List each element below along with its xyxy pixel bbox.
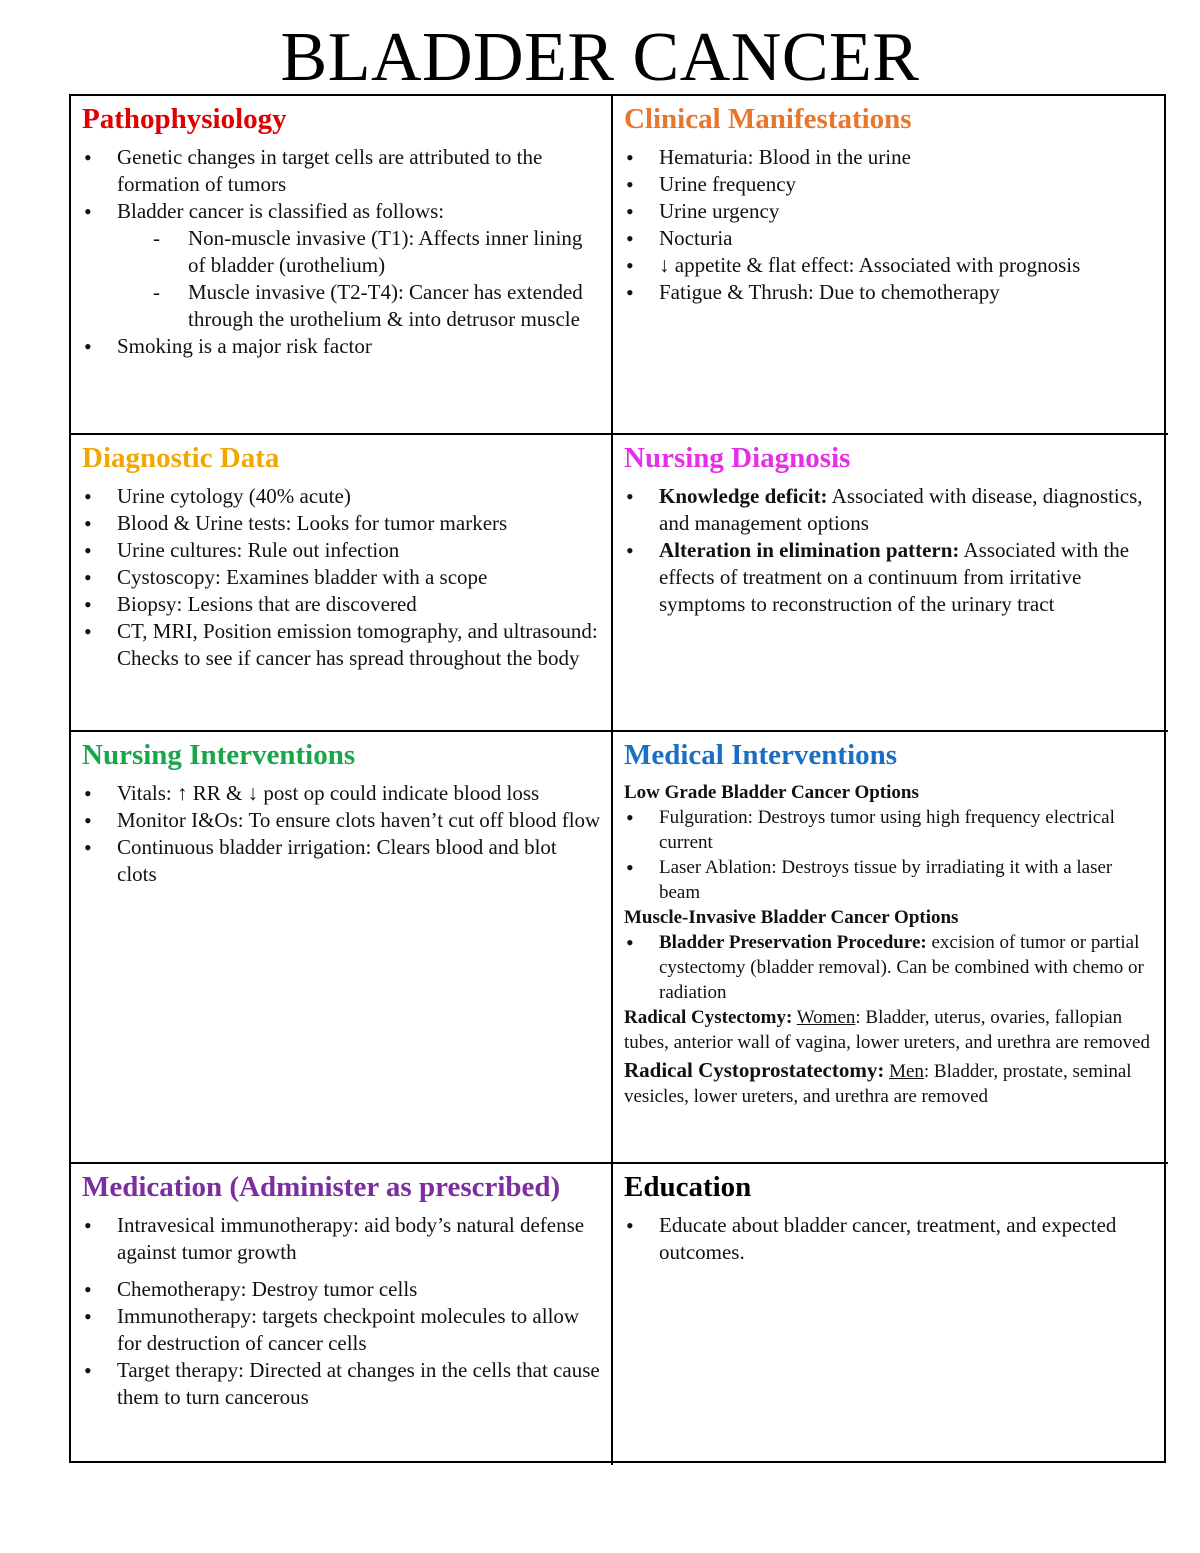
list-item: • Genetic changes in target cells are attributed to the formation of tumors xyxy=(82,144,601,198)
list-item: • Continuous bladder irrigation: Clears blood and blot clots xyxy=(82,834,601,888)
medication-cell xyxy=(71,1164,613,1465)
list-item-bold: Knowledge deficit: xyxy=(659,484,828,508)
page-title: BLADDER CANCER xyxy=(280,19,920,96)
nursing-diagnosis-list xyxy=(624,483,1158,618)
low-grade-list xyxy=(624,805,1158,905)
diagnostic-data-heading: Diagnostic Data xyxy=(82,442,280,474)
list-item: • Educate about bladder cancer, treatment, and expected outcomes. xyxy=(624,1212,1158,1266)
list-item xyxy=(624,483,1158,537)
list-item: • Fatigue & Thrush: Due to chemotherapy xyxy=(624,279,1158,306)
list-item-bold: Bladder Preservation Procedure: xyxy=(659,932,927,953)
sublist-item: - Non-muscle invasive (T1): Affects inner lining of bladder (urothelium) xyxy=(117,225,601,279)
list-item: • Laser Ablation: Destroys tissue by irradiating it with a laser beam xyxy=(624,855,1158,905)
classification-sublist xyxy=(117,225,601,333)
nursing-diagnosis-heading: Nursing Diagnosis xyxy=(624,442,851,474)
medical-interventions-heading: Medical Interventions xyxy=(624,739,898,771)
diagnostic-data-list xyxy=(82,483,601,672)
nursing-interventions-list xyxy=(82,780,601,888)
pathophysiology-cell xyxy=(71,96,613,435)
list-item: • Fulguration: Destroys tumor using high frequency electrical current xyxy=(624,805,1158,855)
low-grade-subheading: Low Grade Bladder Cancer Options xyxy=(624,782,919,803)
list-item-text: Associated with disease, diagnostics, and management options xyxy=(659,484,1143,535)
nursing-interventions-cell xyxy=(71,732,613,1164)
list-item: • Chemotherapy: Destroy tumor cells xyxy=(82,1276,601,1303)
diagnostic-data-cell xyxy=(71,435,613,732)
list-item: • ↓ appetite & flat effect: Associated with prognosis xyxy=(624,252,1158,279)
list-item: • Immunotherapy: targets checkpoint molecules to allow for destruction of cancer cells xyxy=(82,1303,601,1357)
medical-interventions-cell xyxy=(613,732,1168,1164)
muscle-invasive-subheading: Muscle-Invasive Bladder Cancer Options xyxy=(624,907,959,928)
list-item: • Biopsy: Lesions that are discovered xyxy=(82,591,601,618)
list-item: • Urine cytology (40% acute) xyxy=(82,483,601,510)
muscle-invasive-list xyxy=(624,930,1158,1005)
list-item: • Urine cultures: Rule out infection xyxy=(82,537,601,564)
list-item: • Hematuria: Blood in the urine xyxy=(624,144,1158,171)
list-item: • CT, MRI, Position emission tomography, and ultrasound: Checks to see if cancer has spread throughout the body xyxy=(82,618,601,672)
radical-cystoprostatectomy-men: Men xyxy=(889,1061,924,1082)
list-item: • Urine urgency xyxy=(624,198,1158,225)
pathophysiology-heading: Pathophysiology xyxy=(82,103,287,135)
medication-list xyxy=(82,1212,601,1411)
list-item: • Smoking is a major risk factor xyxy=(82,333,601,360)
radical-cystectomy-text: : Bladder, uterus, ovaries, fallopian tubes, anterior wall of vagina, lower ureters, and urethra are removed xyxy=(624,1007,1150,1053)
radical-cystoprostatectomy-paragraph xyxy=(624,1057,1158,1109)
radical-cystoprostatectomy-label: Radical Cystoprostatectomy: xyxy=(624,1058,885,1082)
list-item: • Monitor I&Os: To ensure clots haven’t cut off blood flow xyxy=(82,807,601,834)
list-item: • Vitals: ↑ RR & ↓ post op could indicate blood loss xyxy=(82,780,601,807)
list-item: • Target therapy: Directed at changes in the cells that cause them to turn cancerous xyxy=(82,1357,601,1411)
education-cell xyxy=(613,1164,1168,1465)
list-item xyxy=(82,198,601,333)
clinical-manifestations-cell xyxy=(613,96,1168,435)
list-item-text: Associated with the effects of treatment on a continuum from irritative symptoms to reconstruction of the urinary tract xyxy=(659,538,1130,616)
list-item: • Blood & Urine tests: Looks for tumor markers xyxy=(82,510,601,537)
list-item-bold: Alteration in elimination pattern: xyxy=(659,538,960,562)
list-item xyxy=(624,930,1158,1005)
nursing-diagnosis-cell xyxy=(613,435,1168,732)
education-heading: Education xyxy=(624,1171,752,1203)
list-item-text: Bladder cancer is classified as follows: xyxy=(117,199,445,223)
pathophysiology-list xyxy=(82,144,601,360)
list-item-text: excision of tumor or partial cystectomy (bladder removal). Can be combined with chemo or radiation xyxy=(659,932,1144,1003)
list-item xyxy=(624,537,1158,618)
medication-heading: Medication (Administer as prescribed) xyxy=(82,1171,561,1203)
radical-cystectomy-label: Radical Cystectomy: xyxy=(624,1007,793,1028)
radical-cystectomy-women: Women xyxy=(796,1007,856,1028)
nursing-interventions-heading: Nursing Interventions xyxy=(82,739,356,771)
list-item: • Cystoscopy: Examines bladder with a scope xyxy=(82,564,601,591)
summary-table xyxy=(69,94,1166,1463)
clinical-manifestations-list xyxy=(624,144,1158,306)
clinical-manifestations-heading: Clinical Manifestations xyxy=(624,103,912,135)
list-item: • Urine frequency xyxy=(624,171,1158,198)
sublist-item: - Muscle invasive (T2-T4): Cancer has extended through the urothelium & into detrusor muscle xyxy=(117,279,601,333)
education-list xyxy=(624,1212,1158,1266)
radical-cystectomy-paragraph xyxy=(624,1005,1158,1055)
list-item: • Nocturia xyxy=(624,225,1158,252)
radical-cystoprostatectomy-text: : Bladder, prostate, seminal vesicles, lower ureters, and urethra are removed xyxy=(624,1061,1132,1107)
list-item: • Intravesical immunotherapy: aid body’s natural defense against tumor growth xyxy=(82,1212,601,1266)
